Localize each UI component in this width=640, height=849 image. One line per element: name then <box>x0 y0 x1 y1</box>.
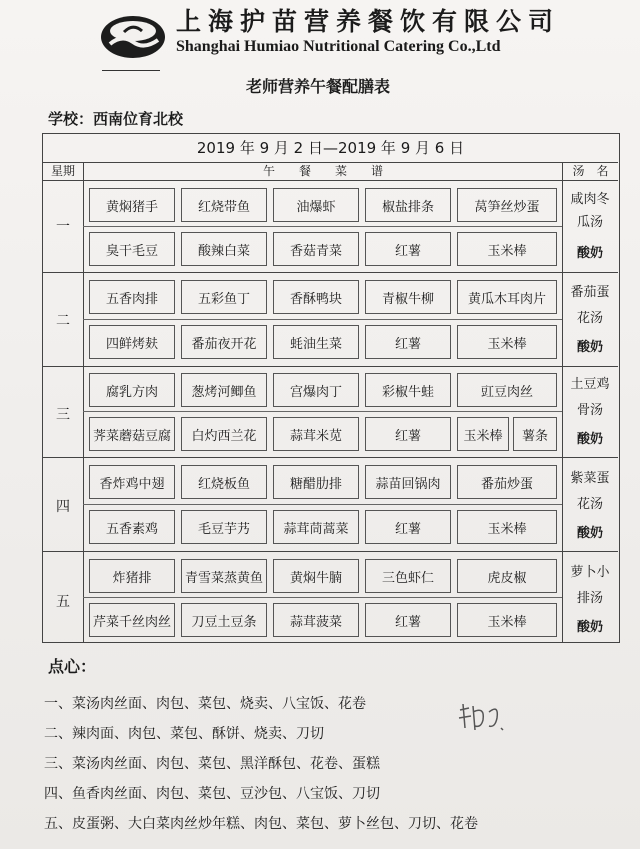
dish-cell: 黄焖牛腩 <box>273 559 359 593</box>
snack-line: 五、皮蛋粥、大白菜肉丝炒年糕、肉包、菜包、萝卜丝包、刀切、花卷 <box>44 816 478 832</box>
dish-cell: 玉米棒 <box>457 603 557 637</box>
dish-cell: 椒盐排条 <box>365 188 451 222</box>
snack-line: 一、菜汤肉丝面、肉包、菜包、烧卖、八宝饭、花卷 <box>44 696 366 712</box>
dish-cell: 玉米棒 <box>457 510 557 544</box>
snack-title: 点心： <box>48 657 97 676</box>
soup-name: 咸肉冬 <box>570 192 610 207</box>
dish-cell: 薯条 <box>513 417 557 451</box>
dish-cell: 青雪菜蒸黄鱼 <box>181 559 267 593</box>
dish-cell: 香菇青菜 <box>273 232 359 266</box>
divider-weekday <box>83 162 84 642</box>
company-logo <box>100 14 166 60</box>
drink: 酸奶 <box>576 340 603 355</box>
dish-cell: 酸辣白菜 <box>181 232 267 266</box>
dish-cell: 玉米棒 <box>457 232 557 266</box>
weekday-label: 二 <box>56 313 70 329</box>
company-name-en: Shanghai Humiao Nutritional Catering Co.,Ltd <box>176 38 501 55</box>
dish-cell: 莴笋丝炒蛋 <box>457 188 557 222</box>
weekday-label: 一 <box>56 219 70 235</box>
soup-name: 土豆鸡 <box>570 377 610 392</box>
dish-cell: 白灼西兰花 <box>181 417 267 451</box>
soup-name: 花汤 <box>576 311 603 326</box>
dish-cell: 糖醋肋排 <box>273 465 359 499</box>
dish-cell: 红烧板鱼 <box>181 465 267 499</box>
soup-name: 骨汤 <box>576 403 603 418</box>
column-header-soup: 汤 名 <box>563 162 618 181</box>
column-header-lunch: 午 餐 菜 谱 <box>84 162 562 181</box>
dish-cell: 红薯 <box>365 232 451 266</box>
document-title: 老师营养午餐配膳表 <box>246 77 391 96</box>
soup-name: 排汤 <box>576 591 603 606</box>
weekday-label: 五 <box>56 594 70 610</box>
dish-cell: 油爆虾 <box>273 188 359 222</box>
dish-cell: 刀豆土豆条 <box>181 603 267 637</box>
row-divider-day-4 <box>43 551 618 552</box>
dish-cell: 臭干毛豆 <box>89 232 175 266</box>
date-range: 2019 年 9 月 2 日—2019 年 9 月 6 日 <box>43 134 618 163</box>
dish-cell: 蒜苗回锅肉 <box>365 465 451 499</box>
snack-line: 四、鱼香肉丝面、肉包、菜包、豆沙包、八宝饭、刀切 <box>44 786 380 802</box>
soup-name: 花汤 <box>576 497 603 512</box>
dish-cell: 番茄炒蛋 <box>457 465 557 499</box>
column-header-weekday: 星期 <box>43 162 83 181</box>
dish-cell: 青椒牛柳 <box>365 280 451 314</box>
dish-cell: 番茄夜开花 <box>181 325 267 359</box>
soup-name: 瓜汤 <box>576 215 603 230</box>
header-divider <box>102 70 160 71</box>
dish-cell: 玉米棒 <box>457 417 509 451</box>
row-divider-day-3 <box>43 457 618 458</box>
soup-name: 紫菜蛋 <box>570 471 610 486</box>
dish-cell: 豇豆肉丝 <box>457 373 557 407</box>
soup-name: 萝卜小 <box>570 565 610 580</box>
snack-line: 二、辣肉面、肉包、菜包、酥饼、烧卖、刀切 <box>44 726 324 742</box>
row-divider-mid-4 <box>83 504 562 505</box>
dish-cell: 蒜茸茼蒿菜 <box>273 510 359 544</box>
dish-cell: 宫爆肉丁 <box>273 373 359 407</box>
snack-line: 三、菜汤肉丝面、肉包、菜包、黑洋酥包、花卷、蛋糕 <box>44 756 380 772</box>
handwritten-mark <box>455 698 515 738</box>
dish-cell: 五香肉排 <box>89 280 175 314</box>
school-name: 学校：西南位育北校 <box>48 110 184 128</box>
dish-cell: 蚝油生菜 <box>273 325 359 359</box>
weekday-label: 三 <box>56 407 70 423</box>
dish-cell: 五香素鸡 <box>89 510 175 544</box>
dish-cell: 葱烤河鲫鱼 <box>181 373 267 407</box>
dish-cell: 虎皮椒 <box>457 559 557 593</box>
drink: 酸奶 <box>576 432 603 447</box>
dish-cell: 黄瓜木耳肉片 <box>457 280 557 314</box>
dish-cell: 蒜茸菠菜 <box>273 603 359 637</box>
dish-cell: 五彩鱼丁 <box>181 280 267 314</box>
dish-cell: 腐乳方肉 <box>89 373 175 407</box>
row-divider-mid-5 <box>83 597 562 598</box>
dish-cell: 红薯 <box>365 510 451 544</box>
drink: 酸奶 <box>576 246 603 261</box>
soup-name: 番茄蛋 <box>570 285 610 300</box>
lunch-menu-table <box>42 133 620 643</box>
drink: 酸奶 <box>576 526 603 541</box>
dish-cell: 香炸鸡中翅 <box>89 465 175 499</box>
company-name-cn: 上海护苗营养餐饮有限公司 <box>176 7 561 36</box>
dish-cell: 三色虾仁 <box>365 559 451 593</box>
row-divider-mid-2 <box>83 319 562 320</box>
dish-cell: 红薯 <box>365 417 451 451</box>
dish-cell: 彩椒牛蛙 <box>365 373 451 407</box>
row-divider-mid-3 <box>83 411 562 412</box>
row-divider-mid-1 <box>83 226 562 227</box>
dish-cell: 芹菜千丝肉丝 <box>89 603 175 637</box>
dish-cell: 红薯 <box>365 603 451 637</box>
dish-cell: 蒜茸米苋 <box>273 417 359 451</box>
row-divider-day-1 <box>43 272 618 273</box>
dish-cell: 红烧带鱼 <box>181 188 267 222</box>
dish-cell: 四鲜烤麸 <box>89 325 175 359</box>
dish-cell: 荠菜蘑菇豆腐 <box>89 417 175 451</box>
dish-cell: 毛豆芋艿 <box>181 510 267 544</box>
row-divider-day-2 <box>43 366 618 367</box>
weekday-label: 四 <box>56 499 70 515</box>
dish-cell: 香酥鸭块 <box>273 280 359 314</box>
dish-cell: 炸猪排 <box>89 559 175 593</box>
dish-cell: 红薯 <box>365 325 451 359</box>
dish-cell: 黄焖猪手 <box>89 188 175 222</box>
row-divider-head <box>43 180 618 181</box>
drink: 酸奶 <box>576 620 603 635</box>
dish-cell: 玉米棒 <box>457 325 557 359</box>
